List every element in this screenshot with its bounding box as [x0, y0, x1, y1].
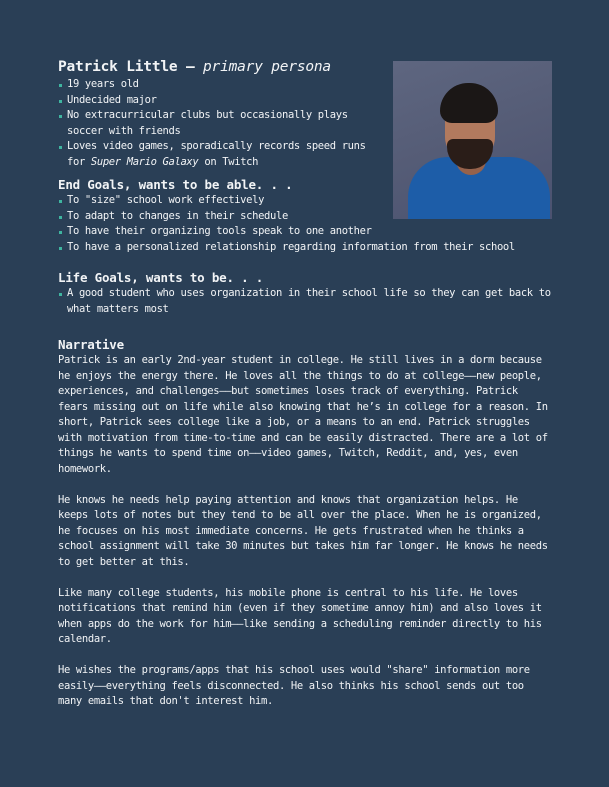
life-goals-section: [58, 269, 553, 317]
end-goal-item: To have their organizing tools speak to one another: [58, 224, 553, 240]
bio-item: Undecided major: [58, 93, 383, 109]
narrative-heading: Narrative: [58, 337, 124, 352]
photo-hair: [440, 83, 498, 123]
bio-text: Loves video games, sporadically records speed runs for: [67, 140, 366, 168]
game-title: Super Mario Galaxy: [90, 155, 199, 168]
title-separator: —: [177, 59, 204, 75]
bio-list: [58, 77, 383, 170]
narrative-paragraph: Like many college students, his mobile phone is central to his life. He loves notifications that remind him (even if they sometime annoy him) and also loves it when apps do the work for him——like sending a scheduling reminder directly to his calendar.: [58, 586, 542, 645]
bio-item: 19 years old: [58, 77, 383, 93]
narrative-section: [58, 336, 553, 710]
narrative-paragraph: He wishes the programs/apps that his school uses would "share" information more easily——everything feels disconnected. He also thinks his school sends out too many emails that don't interest him.: [58, 664, 530, 707]
bio-text: on Twitch: [198, 155, 259, 168]
persona-role: primary persona: [203, 59, 331, 75]
narrative-paragraph: He knows he needs help paying attention and knows that organization helps. He keeps lots of notes but they tend to be all over the place. When he is organized, he focuses on his most immediate concerns. He gets frustrated when he thinks a school assignment will take 30 minutes but takes him far longer. He knows he needs to get better at this.: [58, 493, 548, 568]
end-goal-item: To adapt to changes in their schedule: [58, 209, 553, 225]
persona-page: [58, 57, 553, 725]
persona-name: Patrick Little: [58, 59, 178, 75]
end-goals-list: [58, 193, 553, 255]
narrative-paragraph: Patrick is an early 2nd-year student in college. He still lives in a dorm because he enjoys the energy there. He loves all the things to do at college——new people, experiences, and challenges——but sometimes loses track of everything. Patrick fears missing out on life while also knowing that he’s in college for a reason. In short, Patrick sees college like a job, or a means to an end. Patrick struggles with motivation from time-to-time and can be easily distracted. There are a lot of things he wants to spend time on——video games, Twitch, Reddit, and, yes, even homework.: [58, 354, 548, 475]
bio-item: [58, 139, 383, 170]
end-goal-item: To have a personalized relationship regarding information from their school: [58, 240, 553, 256]
life-goals-heading: Life Goals, wants to be. . .: [58, 270, 264, 285]
life-goal-item: A good student who uses organization in their school life so they can get back to what matters most: [58, 286, 553, 317]
bio-item: No extracurricular clubs but occasionally plays soccer with friends: [58, 108, 383, 139]
end-goals-heading: End Goals, wants to be able. . .: [58, 177, 293, 192]
life-goals-list: [58, 286, 553, 317]
end-goal-item: To "size" school work effectively: [58, 193, 553, 209]
